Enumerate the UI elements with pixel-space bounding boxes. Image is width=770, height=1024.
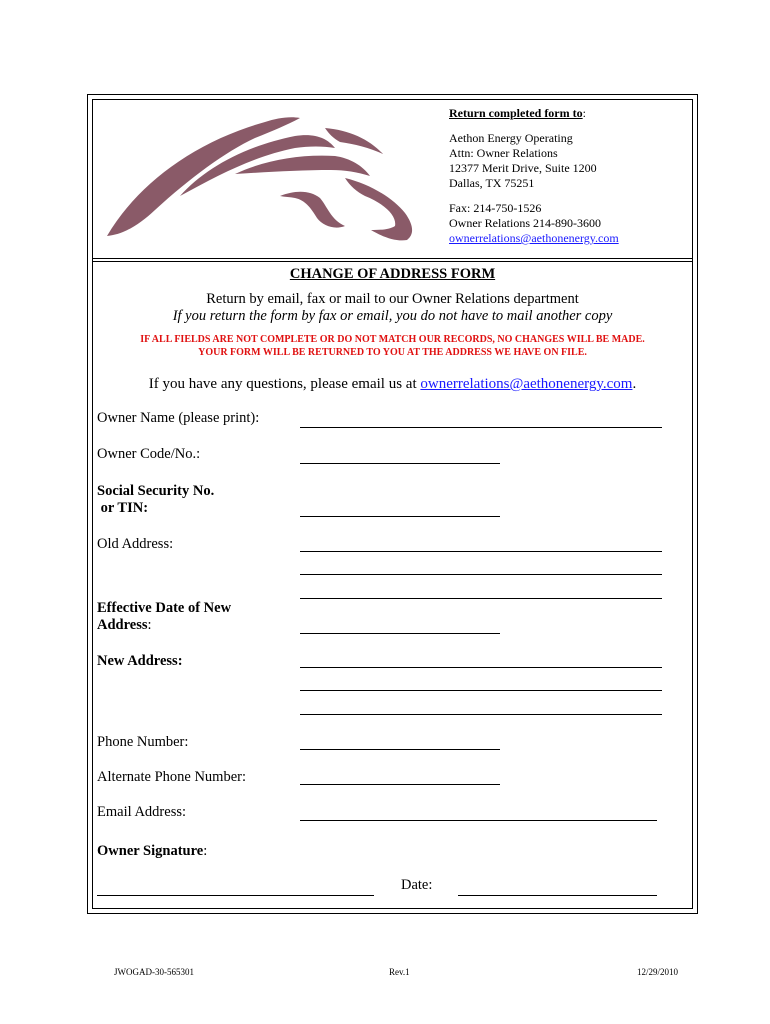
footer-revision: Rev.1 (389, 967, 410, 977)
new-address-field-2[interactable] (300, 690, 662, 691)
effective-label-line-2: Address (97, 617, 148, 633)
effective-date-label (97, 600, 231, 634)
footer-date: 12/29/2010 (637, 967, 679, 977)
ssn-field[interactable] (300, 516, 500, 517)
effective-date-field[interactable] (300, 633, 500, 634)
return-heading-colon: : (582, 106, 586, 120)
email-field[interactable] (300, 820, 657, 821)
return-email-link[interactable]: ownerrelations@aethonenergy.com (449, 231, 619, 245)
effective-label-colon: : (147, 617, 152, 633)
return-city: Dallas, TX 75251 (449, 176, 535, 190)
warning-line-2: YOUR FORM WILL BE RETURNED TO YOU AT THE ADDRESS WE HAVE ON FILE. (198, 347, 587, 358)
return-company: Aethon Energy Operating (449, 131, 573, 145)
signature-field[interactable] (97, 895, 374, 896)
alt-phone-field[interactable] (300, 784, 500, 785)
ssn-label-line-1: Social Security No. (97, 483, 215, 499)
questions-prefix: If you have any questions, please email us at (148, 376, 421, 392)
email-label: Email Address: (97, 804, 187, 820)
owner-name-label: Owner Name (please print): (97, 410, 260, 426)
alt-phone-label: Alternate Phone Number: (97, 769, 246, 785)
questions-email-link[interactable]: ownerrelations@aethonenergy.com (420, 376, 633, 392)
return-address-block (449, 106, 619, 246)
effective-label-line-1: Effective Date of New (97, 600, 232, 616)
horse-head-icon (107, 117, 412, 240)
questions-line (92, 376, 693, 393)
header-divider-double (92, 261, 693, 262)
ssn-label (97, 483, 214, 517)
new-address-label: New Address: (97, 653, 183, 669)
date-field[interactable] (458, 895, 657, 896)
owner-name-field[interactable] (300, 427, 662, 428)
new-address-field-3[interactable] (300, 714, 662, 715)
return-heading: Return completed form to (449, 106, 583, 120)
date-label: Date: (401, 877, 433, 893)
ssn-label-line-2: or TIN: (97, 500, 149, 516)
horse-head-logo (95, 108, 425, 253)
form-subtitle-italic: If you return the form by fax or email, you do not have to mail another copy (172, 308, 613, 324)
owner-code-label: Owner Code/No.: (97, 446, 201, 462)
old-address-field-1[interactable] (300, 551, 662, 552)
old-address-field-3[interactable] (300, 598, 662, 599)
signature-label-colon: : (203, 843, 208, 859)
return-phone: Owner Relations 214-890-3600 (449, 216, 601, 230)
questions-suffix: . (632, 376, 637, 392)
return-street: 12377 Merit Drive, Suite 1200 (449, 161, 597, 175)
signature-label-text: Owner Signature (97, 843, 204, 859)
form-warning (92, 333, 693, 359)
warning-line-1: IF ALL FIELDS ARE NOT COMPLETE OR DO NOT MATCH OUR RECORDS, NO CHANGES WILL BE MADE. (140, 334, 645, 345)
form-title: CHANGE OF ADDRESS FORM (289, 266, 496, 282)
header-divider (92, 258, 693, 259)
footer-form-code: JWOGAD-30-565301 (114, 967, 194, 977)
return-fax: Fax: 214-750-1526 (449, 201, 542, 215)
phone-field[interactable] (300, 749, 500, 750)
form-subtitle: Return by email, fax or mail to our Owner Relations department (206, 291, 579, 307)
signature-label (97, 843, 207, 860)
return-attn: Attn: Owner Relations (449, 146, 558, 160)
new-address-field-1[interactable] (300, 667, 662, 668)
owner-code-field[interactable] (300, 463, 500, 464)
old-address-field-2[interactable] (300, 574, 662, 575)
phone-label: Phone Number: (97, 734, 189, 750)
old-address-label: Old Address: (97, 536, 174, 552)
